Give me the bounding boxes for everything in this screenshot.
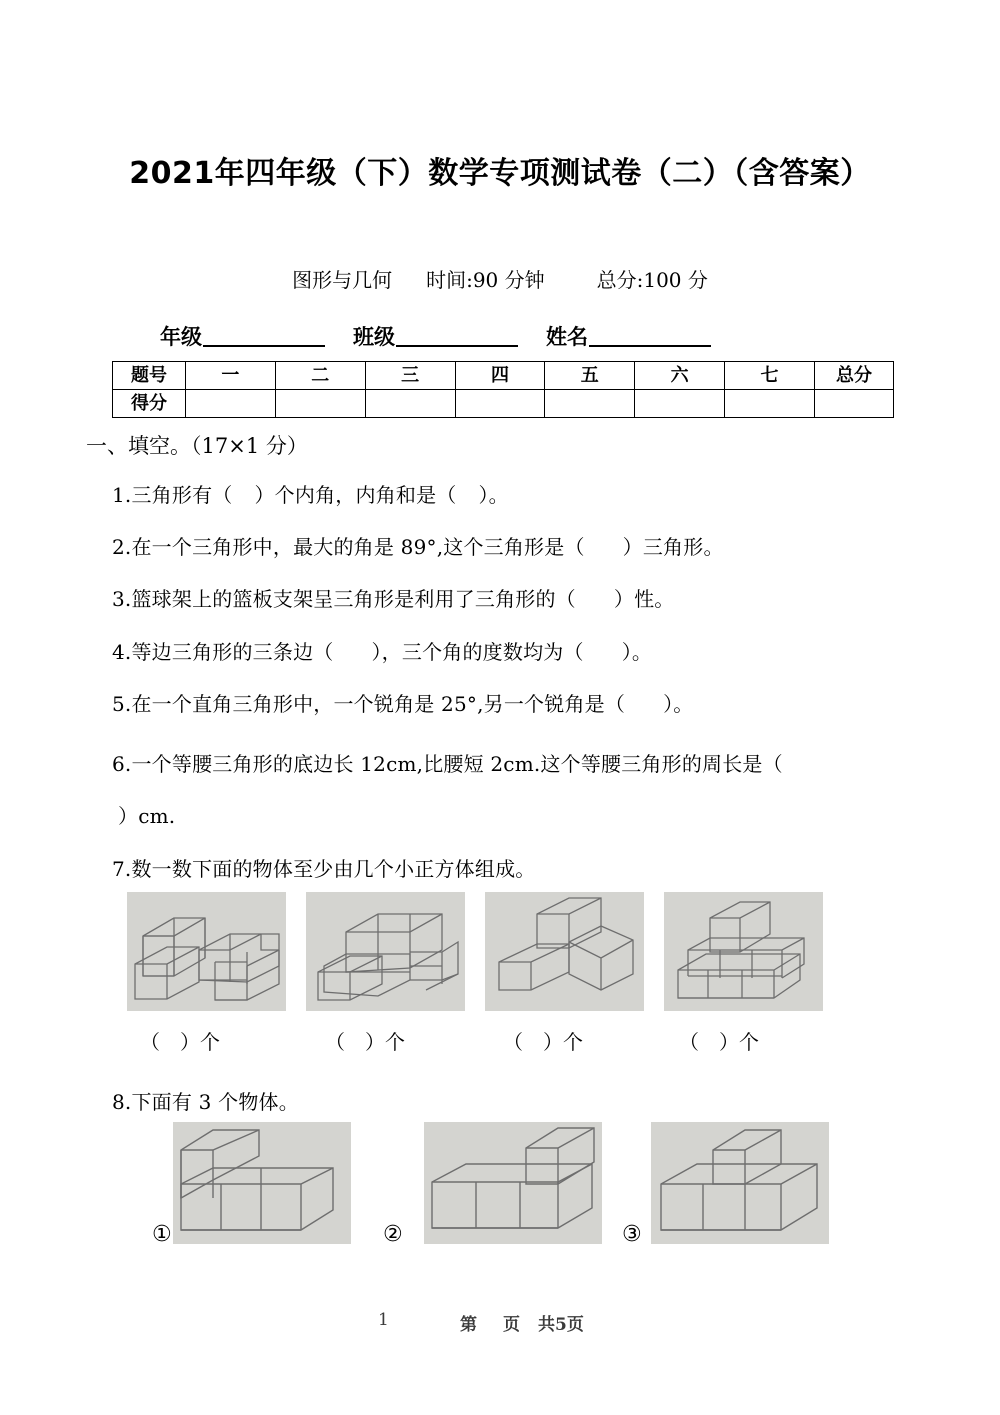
class-input-rule[interactable] <box>396 345 518 347</box>
footer-text-a: 第 <box>460 1315 477 1335</box>
total-score-label: 总分:100 分 <box>596 268 708 292</box>
table-row-header <box>113 362 894 390</box>
footer-page-number: 1 <box>378 1310 389 1330</box>
question-1-part-b: ）个内角，内角和是（ <box>254 483 457 507</box>
row-label-question-no: 题号 <box>113 362 186 390</box>
section-heading-fill-blank: 一、填空。（17×1 分） <box>86 434 308 458</box>
col-header-2: 二 <box>275 362 365 390</box>
object-figure-3 <box>651 1122 829 1244</box>
question-1-part-a: 三角形有（ <box>131 483 233 507</box>
footer-page-of-total <box>460 1310 584 1335</box>
grade-field-label: 年级 <box>160 324 202 349</box>
footer-text-c: 共5页 <box>538 1315 584 1335</box>
question-5-number: 5. <box>112 692 132 716</box>
question-4-part-a: 等边三角形的三条边（ <box>131 640 334 664</box>
cube-figure-3 <box>485 892 644 1011</box>
exam-meta-line <box>0 264 1000 293</box>
question-6-line-1 <box>112 748 783 777</box>
question-6-line-2 <box>118 800 175 829</box>
object-label-3: ③ <box>622 1222 642 1247</box>
cube-figure-2 <box>306 892 465 1011</box>
question-5-part-b: ）。 <box>663 692 694 716</box>
score-table <box>112 361 894 418</box>
col-header-1: 一 <box>186 362 276 390</box>
cube-figure-1 <box>127 892 286 1011</box>
question-3 <box>112 583 675 612</box>
score-cell-3[interactable] <box>365 390 455 418</box>
row-label-score: 得分 <box>113 390 186 418</box>
score-cell-5[interactable] <box>545 390 635 418</box>
question-2-number: 2. <box>112 535 132 559</box>
question-5 <box>112 688 693 717</box>
object-label-1: ① <box>152 1222 172 1247</box>
question-5-part-a: 在一个直角三角形中，一个锐角是 25°,另一个锐角是（ <box>131 692 626 716</box>
grade-input-rule[interactable] <box>203 345 325 347</box>
question-2 <box>112 531 724 560</box>
page-title: 2021年四年级（下）数学专项测试卷（二）（含答案） <box>129 156 871 191</box>
question-7-text: 数一数下面的物体至少由几个小正方体组成。 <box>131 857 536 881</box>
question-6-text-line-1: 一个等腰三角形的底边长 12cm,比腰短 2cm.这个等腰三角形的周长是（ <box>131 752 783 776</box>
subject-label: 图形与几何 <box>292 268 393 292</box>
score-cell-6[interactable] <box>635 390 725 418</box>
question-1-number: 1. <box>112 483 132 507</box>
col-header-3: 三 <box>365 362 455 390</box>
question-4-part-b: ），三个角的度数均为（ <box>371 640 584 664</box>
object-figure-1 <box>173 1122 351 1244</box>
question-8-number: 8. <box>112 1090 132 1114</box>
question-1-part-c: ）。 <box>478 483 509 507</box>
name-input-rule[interactable] <box>589 345 711 347</box>
question-3-part-a: 篮球架上的篮板支架呈三角形是利用了三角形的（ <box>131 587 576 611</box>
question-7-answer-1[interactable]: （ ）个 <box>140 1030 220 1054</box>
object-label-2: ② <box>383 1222 403 1247</box>
col-header-5: 五 <box>545 362 635 390</box>
score-cell-2[interactable] <box>275 390 365 418</box>
question-8-text: 下面有 3 个物体。 <box>131 1090 299 1114</box>
student-info-fields <box>160 321 860 351</box>
question-2-part-a: 在一个三角形中，最大的角是 89°,这个三角形是（ <box>131 535 585 559</box>
score-cell-total[interactable] <box>815 390 894 418</box>
question-7-number: 7. <box>112 857 132 881</box>
score-cell-1[interactable] <box>186 390 276 418</box>
time-label: 时间:90 分钟 <box>426 268 545 292</box>
question-4 <box>112 636 652 665</box>
question-3-number: 3. <box>112 587 132 611</box>
question-6-text-line-2: ）cm. <box>118 804 176 828</box>
name-field-label: 姓名 <box>546 324 588 349</box>
col-header-6: 六 <box>635 362 725 390</box>
question-4-number: 4. <box>112 640 132 664</box>
score-cell-7[interactable] <box>725 390 815 418</box>
question-6-number: 6. <box>112 752 132 776</box>
question-7-answer-2[interactable]: （ ）个 <box>325 1030 405 1054</box>
question-7-answer-4[interactable]: （ ）个 <box>679 1030 759 1054</box>
question-8 <box>112 1086 299 1115</box>
question-7 <box>112 853 535 882</box>
cube-figure-4 <box>664 892 823 1011</box>
object-figure-2 <box>424 1122 602 1244</box>
class-field-label: 班级 <box>353 324 395 349</box>
table-row-scores <box>113 390 894 418</box>
score-cell-4[interactable] <box>455 390 545 418</box>
question-7-answer-3[interactable]: （ ）个 <box>503 1030 583 1054</box>
footer-text-b: 页 <box>503 1315 520 1335</box>
question-4-part-c: ）。 <box>621 640 653 664</box>
col-header-7: 七 <box>725 362 815 390</box>
question-3-part-b: ）性。 <box>613 587 675 611</box>
question-2-part-b: ）三角形。 <box>622 535 724 559</box>
question-1 <box>112 479 509 508</box>
col-header-total: 总分 <box>815 362 894 390</box>
col-header-4: 四 <box>455 362 545 390</box>
